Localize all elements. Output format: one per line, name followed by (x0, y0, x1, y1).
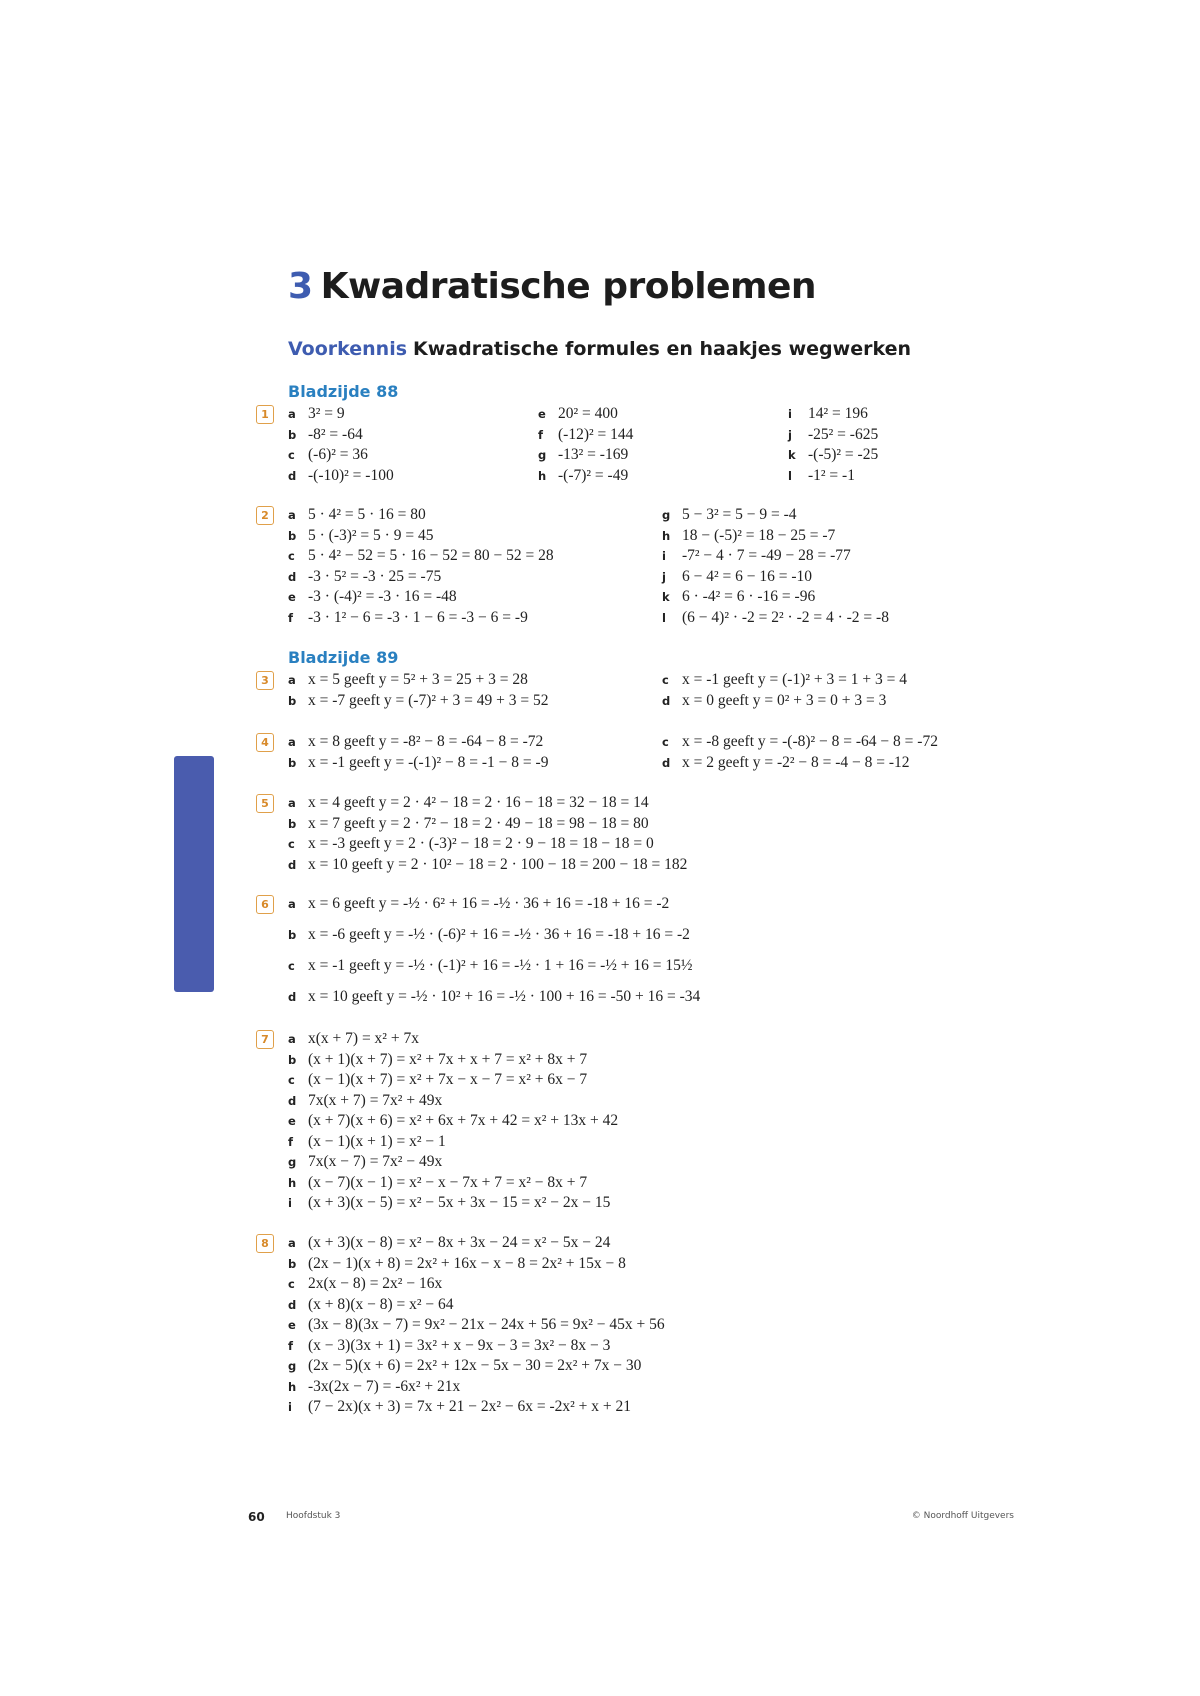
exercise-2-item-h (662, 526, 835, 546)
item-letter: f (288, 1338, 294, 1353)
exercise-number-4: 4 (256, 733, 274, 752)
exercise-number-7: 7 (256, 1030, 274, 1049)
exercise-4-item-c (662, 732, 938, 752)
exercise-8-item-d (288, 1295, 454, 1315)
item-letter: j (662, 569, 666, 584)
exercise-3-item-a (288, 670, 528, 690)
item-letter: d (662, 755, 671, 770)
exercise-2-item-c (288, 546, 554, 566)
exercise-7-item-d (288, 1091, 442, 1111)
item-expression: -3 · 1² − 6 = -3 · 1 − 6 = -3 − 6 = -9 (308, 608, 528, 626)
item-expression: (-6)² = 36 (308, 446, 368, 463)
item-letter: d (288, 990, 297, 1004)
exercise-7-item-i (288, 1193, 610, 1213)
exercise-8-item-b (288, 1254, 626, 1274)
item-letter: b (288, 1052, 297, 1067)
item-letter: a (288, 1236, 296, 1250)
item-letter: b (288, 427, 297, 442)
exercise-number-3: 3 (256, 671, 274, 690)
exercise-1-item-h (538, 466, 628, 486)
item-expression: 5 − 3² = 5 − 9 = -4 (682, 506, 797, 523)
page-title (288, 266, 816, 307)
footer-page-number: 60 (248, 1510, 265, 1524)
item-letter: c (288, 837, 295, 851)
exercise-7-item-a (288, 1029, 419, 1049)
item-letter: l (662, 610, 666, 625)
exercise-8-item-e (288, 1315, 665, 1335)
exercise-2-item-g (662, 505, 797, 525)
item-letter: e (288, 1318, 296, 1332)
item-expression: x = 0 geeft y = 0² + 3 = 0 + 3 = 3 (682, 691, 887, 709)
exercise-1-item-c (288, 445, 368, 465)
item-letter: b (288, 816, 297, 831)
item-letter: b (288, 1256, 297, 1271)
item-letter: c (662, 673, 669, 687)
item-expression: x = 10 geeft y = -½ · 10² + 16 = -½ · 100 + 16 = -50 + 16 = -34 (308, 988, 701, 1005)
exercise-1-item-j (788, 425, 878, 445)
item-letter: c (288, 1073, 295, 1087)
item-expression: 3² = 9 (308, 405, 345, 422)
item-letter: h (288, 1175, 297, 1190)
exercise-8-item-h (288, 1377, 460, 1397)
item-letter: d (288, 857, 297, 872)
section-title-text: Kwadratische formules en haakjes wegwerken (413, 338, 911, 360)
item-letter: f (538, 427, 544, 442)
item-expression: (x − 1)(x + 1) = x² − 1 (308, 1132, 446, 1150)
exercise-2-item-i (662, 546, 851, 566)
exercise-5-item-a (288, 793, 649, 813)
exercise-8-item-g (288, 1356, 641, 1376)
footer-copyright: © Noordhoff Uitgevers (911, 1511, 1014, 1521)
item-letter: i (288, 1196, 292, 1210)
exercise-2-item-e (288, 587, 457, 607)
item-expression: 5 · 4² = 5 · 16 = 80 (308, 506, 426, 523)
exercise-2-item-a (288, 505, 426, 525)
exercise-2-item-b (288, 526, 433, 546)
item-letter: k (788, 448, 796, 462)
item-letter: a (288, 1032, 296, 1046)
item-expression: x = 5 geeft y = 5² + 3 = 25 + 3 = 28 (308, 671, 528, 688)
item-letter: a (288, 897, 296, 911)
item-letter: i (288, 1400, 292, 1414)
exercise-1-item-k (788, 445, 878, 465)
chapter-number: 3 (288, 266, 313, 307)
item-letter: d (662, 693, 671, 708)
item-expression: x = -1 geeft y = -(-1)² − 8 = -1 − 8 = -9 (308, 753, 549, 771)
item-letter: b (288, 928, 297, 942)
item-letter: a (288, 508, 296, 522)
item-expression: (x + 3)(x − 8) = x² − 8x + 3x − 24 = x² − 5x − 24 (308, 1234, 611, 1251)
exercise-1-item-i (788, 404, 868, 424)
item-expression: x = 6 geeft y = -½ · 6² + 16 = -½ · 36 + 16 = -18 + 16 = -2 (308, 895, 670, 912)
exercise-6-item-a (288, 894, 669, 914)
item-expression: (6 − 4)² · -2 = 2² · -2 = 4 · -2 = -8 (682, 608, 889, 626)
item-expression: (3x − 8)(3x − 7) = 9x² − 21x − 24x + 56 = 9x² − 45x + 56 (308, 1316, 665, 1333)
item-expression: (x + 1)(x + 7) = x² + 7x + x + 7 = x² + 8x + 7 (308, 1050, 588, 1068)
exercise-8-item-i (288, 1397, 631, 1417)
exercise-7-item-c (288, 1070, 587, 1090)
item-expression: 7x(x − 7) = 7x² − 49x (308, 1153, 443, 1170)
exercise-6-item-c (288, 956, 693, 976)
exercise-number-6: 6 (256, 895, 274, 914)
item-expression: 14² = 196 (808, 405, 868, 422)
item-letter: d (288, 1297, 297, 1312)
item-expression: 6 · -4² = 6 · -16 = -96 (682, 588, 816, 605)
item-letter: c (288, 448, 295, 462)
item-expression: (x − 1)(x + 7) = x² + 7x − x − 7 = x² + 6x − 7 (308, 1071, 588, 1088)
item-letter: d (288, 569, 297, 584)
item-letter: e (288, 590, 296, 604)
item-expression: (7 − 2x)(x + 3) = 7x + 21 − 2x² − 6x = -2x² + x + 21 (308, 1398, 632, 1415)
item-expression: x = -1 geeft y = (-1)² + 3 = 1 + 3 = 4 (682, 671, 907, 688)
item-expression: (-12)² = 144 (558, 425, 634, 443)
exercise-5-item-d (288, 855, 687, 875)
exercise-7-item-f (288, 1132, 446, 1152)
exercise-2-item-j (662, 567, 812, 587)
item-expression: 20² = 400 (558, 405, 618, 422)
item-letter: d (288, 468, 297, 483)
item-letter: c (288, 1277, 295, 1291)
item-letter: h (662, 528, 671, 543)
exercise-4-item-d (662, 753, 910, 773)
item-expression: -25² = -625 (808, 425, 879, 443)
item-expression: (x + 7)(x + 6) = x² + 6x + 7x + 42 = x² + 13x + 42 (308, 1112, 619, 1129)
item-letter: g (538, 448, 547, 462)
chapter-title: Kwadratische problemen (320, 266, 817, 307)
exercise-3-item-c (662, 670, 907, 690)
item-expression: 7x(x + 7) = 7x² + 49x (308, 1091, 443, 1109)
exercise-7-item-g (288, 1152, 442, 1172)
item-expression: x = 7 geeft y = 2 · 7² − 18 = 2 · 49 − 18 = 98 − 18 = 80 (308, 814, 649, 832)
item-letter: i (662, 549, 666, 563)
exercise-2-item-k (662, 587, 815, 607)
item-expression: -13² = -169 (558, 446, 629, 463)
page-heading-88: Bladzijde 88 (288, 382, 399, 401)
exercise-7-item-e (288, 1111, 618, 1131)
item-expression: -(-5)² = -25 (808, 446, 879, 463)
exercise-7-item-b (288, 1050, 587, 1070)
exercise-5-item-c (288, 834, 654, 854)
page-heading-89: Bladzijde 89 (288, 648, 399, 667)
section-title (288, 338, 911, 360)
item-expression: (x + 3)(x − 5) = x² − 5x + 3x − 15 = x² − 2x − 15 (308, 1194, 611, 1211)
item-letter: a (288, 796, 296, 810)
item-expression: 5 · (-3)² = 5 · 9 = 45 (308, 526, 434, 544)
section-prefix: Voorkennis (288, 338, 408, 360)
item-expression: x = -3 geeft y = 2 · (-3)² − 18 = 2 · 9 − 18 = 18 − 18 = 0 (308, 835, 654, 852)
item-letter: d (288, 1093, 297, 1108)
exercise-number-8: 8 (256, 1234, 274, 1253)
item-expression: 6 − 4² = 6 − 16 = -10 (682, 567, 813, 585)
item-letter: a (288, 673, 296, 687)
item-expression: x(x + 7) = x² + 7x (308, 1030, 419, 1047)
exercise-5-item-b (288, 814, 649, 834)
item-expression: x = -1 geeft y = -½ · (-1)² + 16 = -½ · 1 + 16 = -½ + 16 = 15½ (308, 957, 693, 974)
item-expression: (x − 3)(3x + 1) = 3x² + x − 9x − 3 = 3x² − 8x − 3 (308, 1336, 611, 1354)
item-expression: (x − 7)(x − 1) = x² − x − 7x + 7 = x² − 8x + 7 (308, 1173, 588, 1191)
item-letter: f (288, 1134, 294, 1149)
exercise-6-item-d (288, 987, 700, 1007)
exercise-1-item-e (538, 404, 618, 424)
item-expression: -8² = -64 (308, 425, 363, 443)
item-letter: b (288, 755, 297, 770)
item-letter: a (288, 735, 296, 749)
exercise-6-item-b (288, 925, 690, 945)
item-expression: 5 · 4² − 52 = 5 · 16 − 52 = 80 − 52 = 28 (308, 547, 554, 564)
item-letter: i (788, 407, 792, 421)
exercise-1-item-d (288, 466, 394, 486)
item-letter: h (288, 1379, 297, 1394)
item-expression: -3 · 5² = -3 · 25 = -75 (308, 567, 442, 585)
exercise-1-item-b (288, 425, 363, 445)
item-expression: x = -8 geeft y = -(-8)² − 8 = -64 − 8 = -72 (682, 733, 938, 750)
item-expression: -3x(2x − 7) = -6x² + 21x (308, 1377, 461, 1395)
item-expression: x = -7 geeft y = (-7)² + 3 = 49 + 3 = 52 (308, 691, 549, 709)
item-letter: g (662, 508, 671, 522)
item-expression: -1² = -1 (808, 466, 855, 484)
item-expression: (2x − 1)(x + 8) = 2x² + 16x − x − 8 = 2x² + 15x − 8 (308, 1254, 626, 1272)
exercise-2-item-f (288, 608, 528, 628)
exercise-2-item-l (662, 608, 889, 628)
exercise-number-2: 2 (256, 506, 274, 525)
exercise-1-item-a (288, 404, 345, 424)
item-expression: x = 2 geeft y = -2² − 8 = -4 − 8 = -12 (682, 753, 910, 771)
exercise-8-item-f (288, 1336, 610, 1356)
exercise-8-item-a (288, 1233, 610, 1253)
exercise-4-item-b (288, 753, 548, 773)
item-expression: -(-7)² = -49 (558, 466, 629, 484)
item-letter: b (288, 693, 297, 708)
item-letter: g (288, 1359, 297, 1373)
item-expression: -7² − 4 · 7 = -49 − 28 = -77 (682, 547, 851, 564)
item-letter: a (288, 407, 296, 421)
item-expression: x = 10 geeft y = 2 · 10² − 18 = 2 · 100 − 18 = 200 − 18 = 182 (308, 855, 688, 873)
side-tab-marker (174, 756, 214, 992)
item-letter: f (288, 610, 294, 625)
exercise-2-item-d (288, 567, 441, 587)
footer-chapter-label: Hoofdstuk 3 (286, 1511, 341, 1521)
item-expression: 2x(x − 8) = 2x² − 16x (308, 1275, 443, 1292)
item-letter: k (662, 590, 670, 604)
exercise-4-item-a (288, 732, 543, 752)
item-letter: c (288, 549, 295, 563)
exercise-1-item-g (538, 445, 628, 465)
exercise-8-item-c (288, 1274, 442, 1294)
item-letter: c (288, 959, 295, 973)
exercise-number-1: 1 (256, 405, 274, 424)
item-expression: -(-10)² = -100 (308, 466, 394, 484)
item-expression: 18 − (-5)² = 18 − 25 = -7 (682, 526, 836, 544)
exercise-number-5: 5 (256, 794, 274, 813)
exercise-1-item-f (538, 425, 633, 445)
item-expression: (x + 8)(x − 8) = x² − 64 (308, 1295, 454, 1313)
item-letter: j (788, 427, 792, 442)
item-letter: e (538, 407, 546, 421)
item-letter: l (788, 468, 792, 483)
item-expression: x = -6 geeft y = -½ · (-6)² + 16 = -½ · 36 + 16 = -18 + 16 = -2 (308, 926, 690, 943)
item-expression: -3 · (-4)² = -3 · 16 = -48 (308, 588, 457, 605)
item-letter: c (662, 735, 669, 749)
item-expression: x = 4 geeft y = 2 · 4² − 18 = 2 · 16 − 18 = 32 − 18 = 14 (308, 794, 649, 811)
item-letter: g (288, 1155, 297, 1169)
exercise-3-item-b (288, 691, 548, 711)
exercise-3-item-d (662, 691, 886, 711)
item-letter: b (288, 528, 297, 543)
item-letter: e (288, 1114, 296, 1128)
item-expression: (2x − 5)(x + 6) = 2x² + 12x − 5x − 30 = 2x² + 7x − 30 (308, 1357, 642, 1374)
item-expression: x = 8 geeft y = -8² − 8 = -64 − 8 = -72 (308, 733, 544, 750)
exercise-7-item-h (288, 1173, 587, 1193)
item-letter: h (538, 468, 547, 483)
exercise-1-item-l (788, 466, 855, 486)
